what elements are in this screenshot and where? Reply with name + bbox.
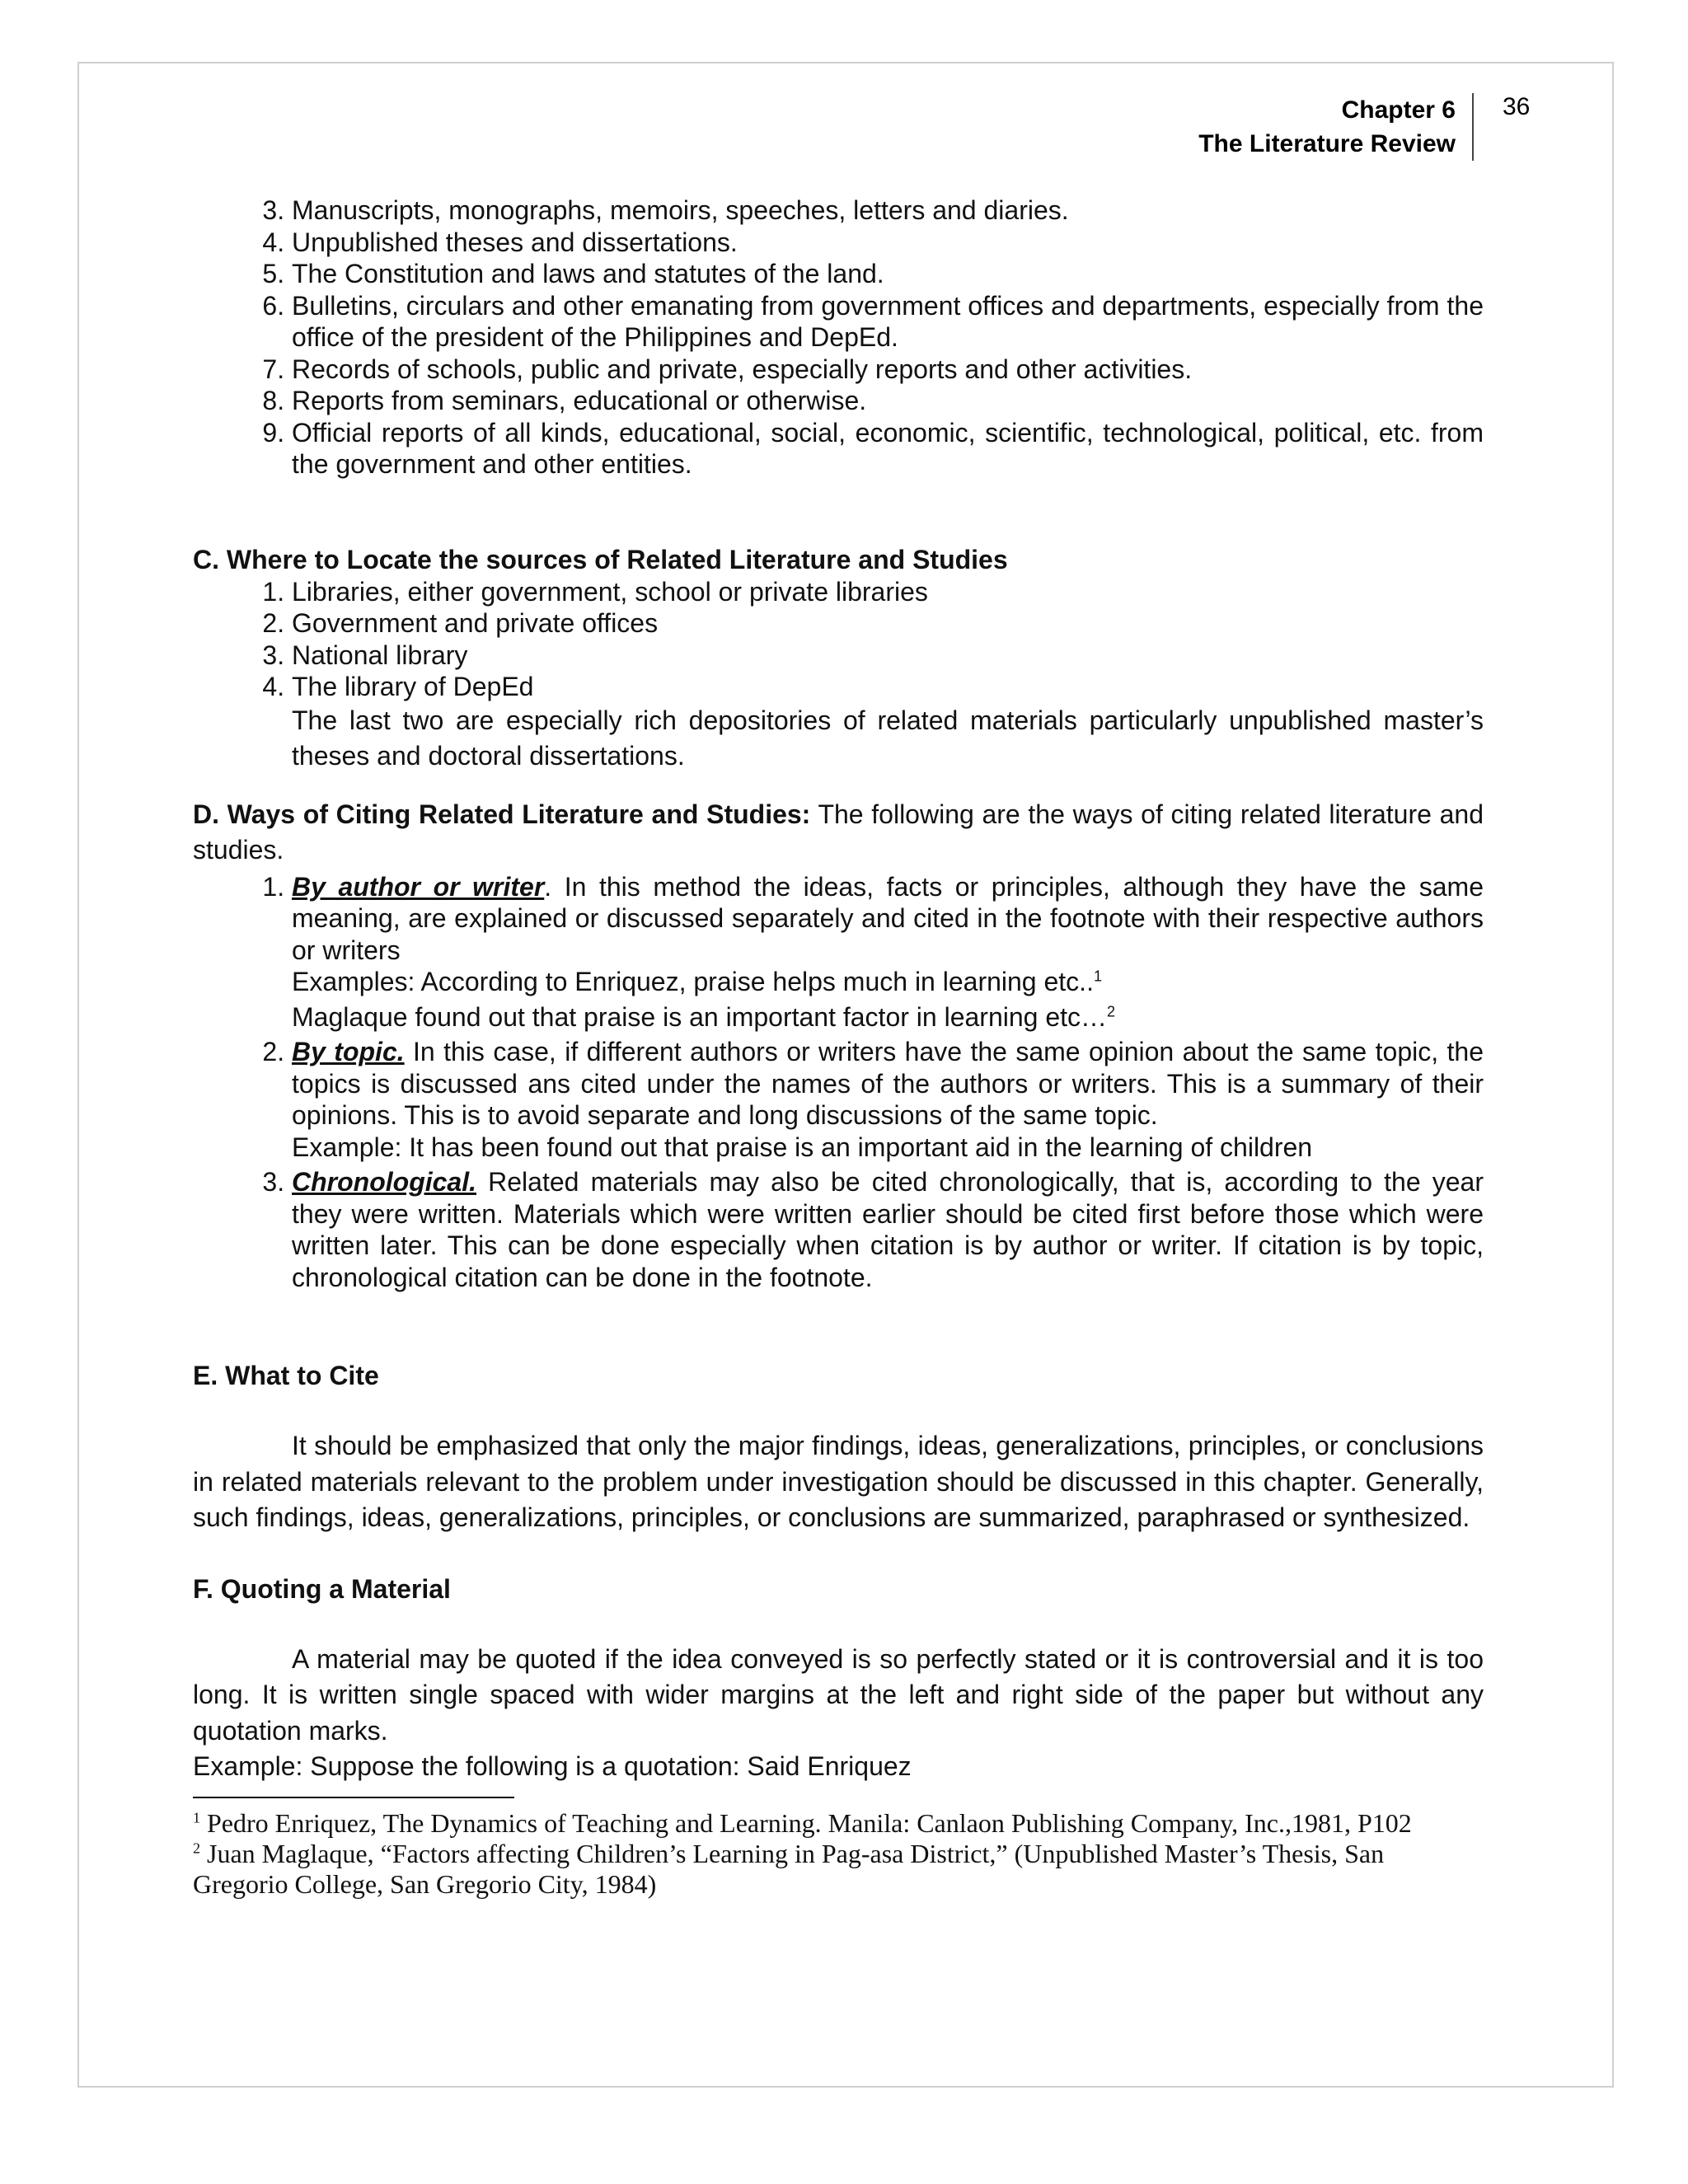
sources-list-continued — [193, 194, 1484, 480]
chapter-title: The Literature Review — [1198, 130, 1456, 157]
method-text: . In this method the ideas, facts or principles, although they have the same meaning, are explained or discussed separately and cited in the footnote with their respective authors or writers — [292, 871, 1484, 965]
footnote: $^2$ Juan Maglaque, “Factors affecting Children’s Learning in Pag-asa District,” (Unpublished Master’s Thesis, San Gregorio College, San Gregorio City, 1984) — [193, 1838, 1385, 1899]
method-text: Related materials may also be cited chronologically, that is, according to the year they were written. Materials which were written earlier should be cited first before those which were written later. This can be done especially when citation is by author or writer. If citation is by topic, chronological citation can be done in the footnote. — [292, 1167, 1484, 1292]
locate-sources-list — [193, 576, 1484, 703]
method-example: Maglaque found out that praise is an important factor in learning etc…$^2$ — [292, 1001, 1116, 1032]
section-e-heading: E. What to Cite — [193, 1361, 379, 1390]
footnote-number: 1 — [193, 1808, 200, 1825]
footnote-separator — [193, 1797, 514, 1798]
list-item — [292, 1166, 1484, 1293]
list-item: 7. Records of schools, public and private, especially reports and other activities. — [292, 354, 1484, 386]
list-item: 3. National library — [292, 640, 1484, 672]
section-f-paragraph: A material may be quoted if the idea conveyed is so perfectly stated or it is controversial and it is too long. It is written single spaced with wider margins at the left and right side of the paper but without any quotation marks. — [193, 1643, 1484, 1746]
list-item: 8. Reports from seminars, educational or otherwise. — [292, 385, 1484, 417]
footnote-ref: 2 — [1107, 1002, 1116, 1019]
section-d-intro-paragraph — [193, 797, 1484, 868]
list-item: 5. The Constitution and laws and statutes of the land. — [292, 258, 1484, 290]
method-term: By topic. — [292, 1037, 405, 1066]
method-text: In this case, if different authors or writers have the same opinion about the same topic, the topics is discussed ans cited under the names of the authors or writers. This is a summary of their opinions. This is to avoid separate and long discussions of the same topic. — [292, 1037, 1484, 1130]
footnote: $^1$ Pedro Enriquez, The Dynamics of Teaching and Learning. Manila: Canlaon Publishing Company, Inc.,1981, P102 — [193, 1807, 1412, 1838]
list-item: 3. Manuscripts, monographs, memoirs, speeches, letters and diaries. — [292, 194, 1484, 227]
method-example: Example: It has been found out that praise is an important aid in the learning of children — [292, 1132, 1313, 1162]
list-item: 1. Libraries, either government, school or private libraries — [292, 576, 1484, 608]
section-c-heading: C. Where to Locate the sources of Related Literature and Studies — [193, 544, 1008, 574]
method-term: By author or writer — [292, 871, 545, 902]
chapter-label: Chapter 6 — [1341, 96, 1456, 124]
section-f-example: Example: Suppose the following is a quotation: Said Enriquez — [193, 1751, 912, 1781]
list-item — [292, 1036, 1484, 1163]
running-header — [961, 93, 1474, 161]
section-c-note: The last two are especially rich depositories of related materials particularly unpublished master’s theses and doctoral dissertations. — [292, 705, 1484, 771]
footnotes — [193, 1808, 1484, 1900]
footnote-number: 2 — [193, 1839, 200, 1856]
list-item: 4. Unpublished theses and dissertations. — [292, 227, 1484, 259]
list-item: 6. Bulletins, circulars and other emanating from government offices and departments, especially from the office of the president of the Philippines and DepEd. — [292, 290, 1484, 354]
list-item: 9. Official reports of all kinds, educational, social, economic, scientific, technological, political, etc. from the government and other entities. — [292, 417, 1484, 480]
page-number: 36 — [1503, 93, 1531, 120]
section-f-heading: F. Quoting a Material — [193, 1573, 451, 1604]
method-example: Examples: According to Enriquez, praise helps much in learning etc..$^1$ — [292, 967, 1102, 996]
footnote-ref: 1 — [1093, 968, 1102, 985]
list-item — [292, 871, 1484, 1033]
section-d-heading: D. Ways of Citing Related Literature and Studies: — [193, 799, 811, 829]
document-body — [193, 194, 1484, 1900]
list-item: 4. The library of DepEd — [292, 671, 1484, 703]
section-e-paragraph: It should be emphasized that only the major findings, ideas, generalizations, principles, or conclusions in related materials relevant to the problem under investigation should be discussed in this chapter. Generally, such findings, ideas, generalizations, principles, or conclusions are summarized, paraphrased or synthesized. — [193, 1431, 1484, 1532]
method-term: Chronological. — [292, 1167, 476, 1197]
list-item: 2. Government and private offices — [292, 607, 1484, 640]
section-d-intro: The following are the ways of citing related literature and studies. — [193, 799, 1484, 865]
citing-methods-list — [193, 871, 1484, 1294]
